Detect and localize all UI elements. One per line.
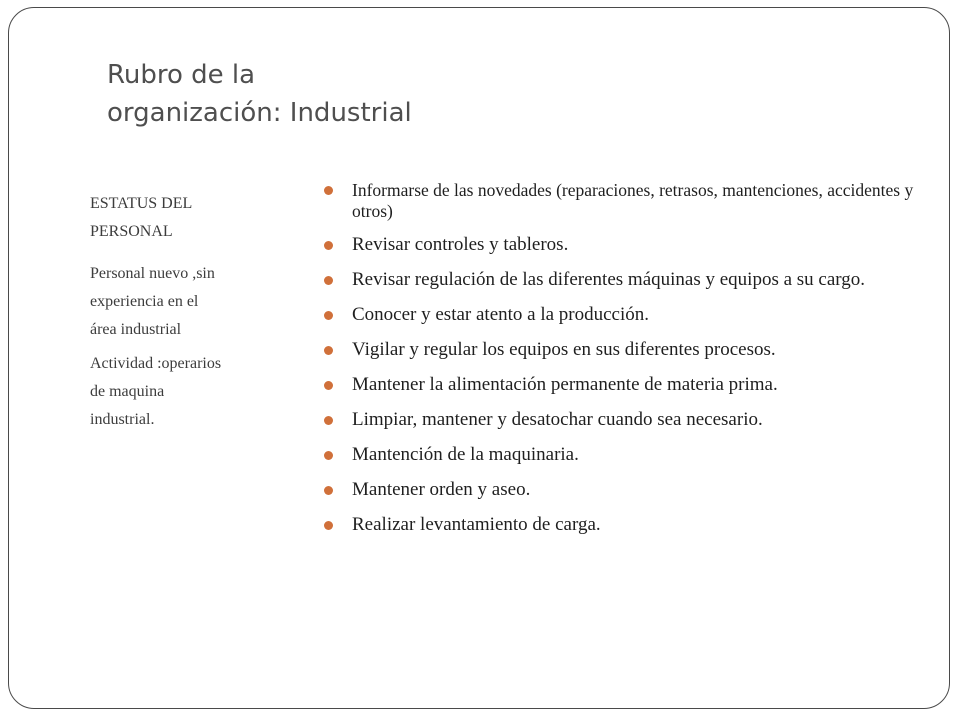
- bullet-dot-icon: [324, 416, 333, 425]
- bullet-item: [320, 234, 920, 256]
- bullet-text: Mantener orden y aseo.: [352, 479, 531, 500]
- slide-title-line-1: Rubro de la: [107, 60, 256, 90]
- bullet-text: Revisar regulación de las diferentes máquinas y equipos a su cargo.: [352, 269, 866, 290]
- bullet-dot-icon: [324, 381, 333, 390]
- bullet-text: Informarse de las novedades (reparaciones, retrasos, mantenciones, accidentes y otros): [352, 180, 914, 221]
- activity-description: [90, 350, 280, 434]
- bullet-text: Revisar controles y tableros.: [352, 234, 569, 255]
- bullet-text: Conocer y estar atento a la producción.: [352, 304, 650, 325]
- bullet-item: [320, 339, 920, 361]
- slide-title-line-2: organización: Industrial: [107, 98, 412, 128]
- bullet-item: [320, 180, 920, 222]
- bullet-dot-icon: [324, 311, 333, 320]
- bullet-text: Limpiar, mantener y desatochar cuando sea necesario.: [352, 409, 763, 430]
- status-heading-line-2: PERSONAL: [90, 223, 173, 240]
- activity-description-line-1: Actividad :operarios: [90, 355, 222, 372]
- bullet-text: Realizar levantamiento de carga.: [352, 514, 601, 535]
- personnel-description-line-1: Personal nuevo ,sin: [90, 265, 215, 282]
- bullet-item: [320, 304, 920, 326]
- bullet-item: [320, 479, 920, 501]
- bullet-item: [320, 514, 920, 536]
- bullet-item: [320, 374, 920, 396]
- task-bullet-list: [320, 180, 920, 549]
- bullet-dot-icon: [324, 521, 333, 530]
- bullet-item: [320, 409, 920, 431]
- bullet-dot-icon: [324, 276, 333, 285]
- personnel-description-line-3: área industrial: [90, 321, 182, 338]
- bullet-item: [320, 444, 920, 466]
- personnel-description: [90, 260, 280, 344]
- bullet-dot-icon: [324, 451, 333, 460]
- bullet-text: Vigilar y regular los equipos en sus diferentes procesos.: [352, 339, 776, 360]
- status-heading-line-1: ESTATUS DEL: [90, 195, 193, 212]
- activity-description-line-3: industrial.: [90, 411, 155, 428]
- bullet-text: Mantención de la maquinaria.: [352, 444, 579, 465]
- slide-title: [107, 56, 627, 132]
- left-column: [90, 190, 280, 434]
- bullet-dot-icon: [324, 241, 333, 250]
- bullet-item: [320, 269, 920, 291]
- activity-description-line-2: de maquina: [90, 383, 165, 400]
- bullet-dot-icon: [324, 486, 333, 495]
- status-heading: [90, 190, 280, 246]
- personnel-description-line-2: experiencia en el: [90, 293, 199, 310]
- bullet-dot-icon: [324, 346, 333, 355]
- bullet-text: Mantener la alimentación permanente de materia prima.: [352, 374, 778, 395]
- bullet-dot-icon: [324, 186, 333, 195]
